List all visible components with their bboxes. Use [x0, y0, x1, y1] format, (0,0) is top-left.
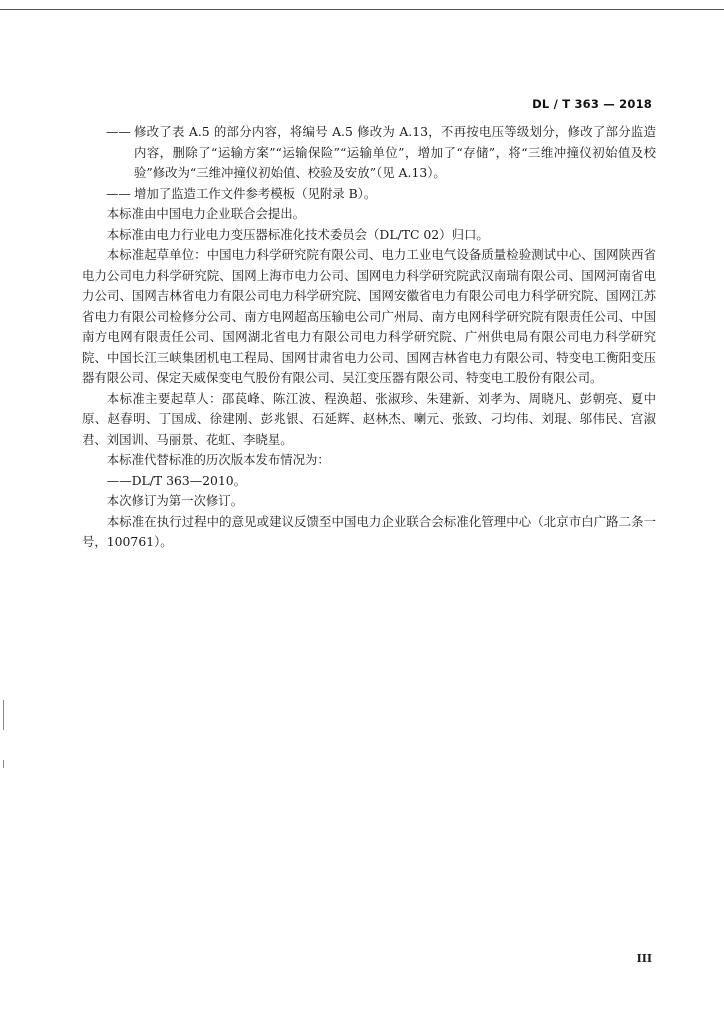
- committee-paragraph: 本标准由电力行业电力变压器标准化技术委员会（DL/TC 02）归口。: [106, 226, 489, 242]
- page-number: III: [636, 952, 652, 965]
- change-text: 增加了监造工作文件参考模板（见附录 B）。: [134, 185, 377, 201]
- change-item: [106, 122, 656, 184]
- history-item: ——DL/T 363—2010。: [106, 472, 247, 488]
- scan-edge-mark: [3, 700, 4, 730]
- change-item: [106, 184, 656, 205]
- scan-edge-line: [0, 9, 724, 10]
- change-text: 修改了表 A.5 的部分内容，将编号 A.5 修改为 A.13，不再按电压等级划分，修改了部分监造内容，删除了“运输方案”“运输保险”“运输单位”，增加了“存储”，将“三维冲撞仪初始值及校验”修改为“三维冲撞仪初始值、校验及安放”（见 A.13）。: [134, 124, 656, 180]
- change-dash: ——: [106, 124, 131, 139]
- scan-edge-mark: [3, 760, 4, 768]
- standard-id: DL / T 363 — 2018: [532, 97, 652, 111]
- document-body: [82, 122, 656, 553]
- drafters-paragraph: 本标准主要起草人：邵苠峰、陈江波、程涣超、张淑珍、朱建新、刘孝为、周晓凡、彭朝亮、夏中原、赵春明、丁国成、徐建刚、彭兆银、石延辉、赵林杰、喇元、张致、刁均伟、刘琨、邬伟民、宫淑君、刘国训、马丽景、花虹、李晓星。: [82, 390, 656, 447]
- drafting-units-paragraph: 本标准起草单位：中国电力科学研究院有限公司、电力工业电气设备质量检验测试中心、国网陕西省电力公司电力科学研究院、国网上海市电力公司、国网电力科学研究院武汉南瑞有限公司、国网河南省电力公司、国网吉林省电力有限公司电力科学研究院、国网安徽省电力有限公司电力科学研究院、国网江苏省电力有限公司检修分公司、南方电网超高压输电公司广州局、南方电网科学研究院有限责任公司、中国南方电网有限责任公司、国网湖北省电力有限公司电力科学研究院、广州供电局有限公司电力科学研究院、中国长江三峡集团机电工程局、国网甘肃省电力公司、国网吉林省电力有限公司、特变电工衡阳变压器有限公司、保定天威保变电气股份有限公司、吴江变压器有限公司、特变电工股份有限公司。: [82, 247, 656, 385]
- history-intro-paragraph: 本标准代替标准的历次版本发布情况为：: [106, 452, 330, 467]
- proposer-paragraph: 本标准由中国电力企业联合会提出。: [106, 206, 306, 221]
- feedback-paragraph: 本标准在执行过程中的意见或建议反馈至中国电力企业联合会标准化管理中心（北京市白广路二条一号，100761）。: [82, 513, 656, 549]
- change-dash: ——: [106, 185, 131, 201]
- revision-paragraph: 本次修订为第一次修订。: [106, 493, 244, 508]
